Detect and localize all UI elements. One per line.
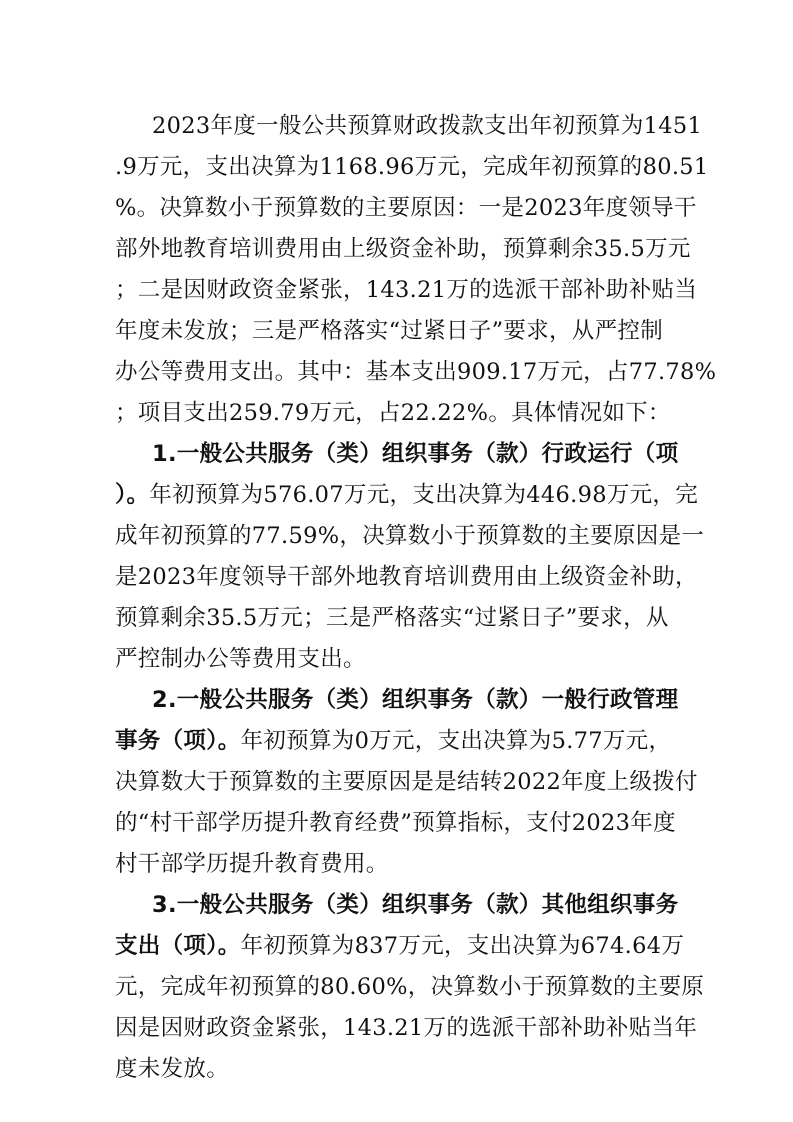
text-line [0,434,793,474]
text-line [0,147,793,187]
line-text: 2023年度一般公共预算财政拨款支出年初预算为1451 [152,113,703,139]
line-text: 年初预算为0万元，支出决算为5.77万元， [240,728,672,754]
text-line [0,393,793,433]
text-line [0,229,793,269]
line-text: 度未发放。 [115,1056,230,1082]
line-text: 年初预算为837万元，支出决算为674.64万 [240,933,685,959]
line-text: 预算剩余35.5万元；三是严格落实“过紧日子”要求，从 [115,605,669,631]
line-text: 部外地教育培训费用由上级资金补助，预算剩余35.5万元 [115,236,691,262]
line-text: .9万元，支出决算为1168.96万元，完成年初预算的80.51 [115,154,709,180]
text-line [0,270,793,310]
text-line [0,762,793,802]
text-line [0,475,793,515]
section-heading: ）。 [115,482,150,508]
text-line [0,557,793,597]
line-text: 元，完成年初预算的80.60%，决算数小于预算数的主要原 [115,974,705,1000]
text-line [0,844,793,884]
section-heading: 3.一般公共服务（类）组织事务（款）其他组织事务 [152,892,679,918]
line-text: %。决算数小于预算数的主要原因：一是2023年度领导干 [115,195,697,221]
text-line [0,926,793,966]
line-text: 年度未发放；三是严格落实“过紧日子”要求，从严控制 [115,318,664,344]
section-heading: 事务（项）。 [115,728,241,754]
text-line [0,352,793,392]
line-text: 成年初预算的77.59%，决算数小于预算数的主要原因是一 [115,523,705,549]
text-line [0,598,793,638]
text-line [0,680,793,720]
text-line [0,106,793,146]
text-line [0,1008,793,1048]
line-text: 严控制办公等费用支出。 [115,646,366,672]
line-text: ；二是因财政资金紧张，143.21万的选派干部补助补贴当 [115,277,698,303]
text-line [0,1049,793,1089]
line-text: 的“村干部学历提升教育经费”预算指标，支付2023年度 [115,810,676,836]
text-line [0,188,793,228]
line-text: 村干部学历提升教育费用。 [115,851,389,877]
text-line [0,885,793,925]
line-text: 办公等费用支出。其中：基本支出909.17万元，占77.78% [115,359,717,385]
line-text: 是2023年度领导干部外地教育培训费用由上级资金补助， [115,564,698,590]
text-line [0,721,793,761]
line-text: 决算数大于预算数的主要原因是是结转2022年度上级拨付 [115,769,698,795]
text-line [0,311,793,351]
line-text: ；项目支出259.79万元，占22.22%。具体情况如下： [115,400,671,426]
text-line [0,516,793,556]
section-heading: 1.一般公共服务（类）组织事务（款）行政运行（项 [152,441,679,467]
text-line [0,803,793,843]
line-text: 因是因财政资金紧张，143.21万的选派干部补助补贴当年 [115,1015,698,1041]
section-heading: 2.一般公共服务（类）组织事务（款）一般行政管理 [152,687,679,713]
text-line [0,967,793,1007]
text-line [0,639,793,679]
line-text: 年初预算为576.07万元，支出决算为446.98万元，完 [149,482,699,508]
section-heading: 支出（项）。 [115,933,241,959]
